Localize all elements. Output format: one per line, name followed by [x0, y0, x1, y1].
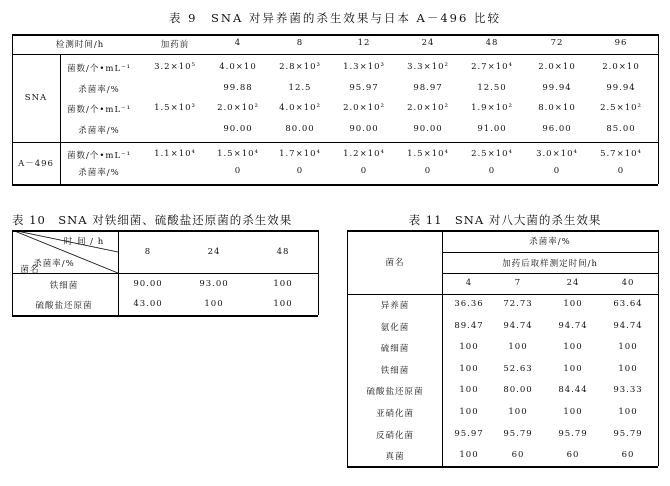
table9-row-label: 菌数/个•mL⁻¹ — [67, 105, 131, 115]
table9-caption: 表 9 SNA 对异养菌的杀生效果与日本 A－496 比较 — [169, 11, 501, 25]
table10-caption: 表 10 SNA 对铁细菌、硫酸盐还原菌的杀生效果 — [12, 213, 293, 227]
table11-value-cell: 100 — [459, 364, 479, 374]
table9-value-cell: 2.0×10 — [538, 62, 576, 72]
table9-value-cell: 85.00 — [606, 124, 636, 134]
table11-header-cell: 7 — [514, 278, 522, 288]
table9-row-label: 杀菌率/% — [78, 85, 120, 95]
table11-bottom-rule — [347, 466, 658, 468]
table9-value-cell: 99.94 — [606, 83, 636, 93]
table9-value-cell: 1.2×10⁴ — [343, 149, 385, 159]
table9-header-cell: 48 — [485, 38, 499, 48]
table11-value-cell: 95.79 — [613, 429, 643, 439]
table11-value-cell: 52.63 — [503, 364, 533, 374]
table11-value-cell: 94.74 — [613, 321, 643, 331]
table11-value-cell: 100 — [563, 364, 583, 374]
table11-header-rule — [347, 294, 658, 295]
table11-value-cell: 94.74 — [558, 321, 588, 331]
table10-row-name: 硫酸盐还原菌 — [35, 301, 93, 311]
table9-value-cell: 0 — [296, 166, 304, 176]
table11-row-name: 真菌 — [385, 452, 405, 462]
table9-value-cell: 95.97 — [349, 83, 379, 93]
table11-row-name: 硫细菌 — [380, 344, 410, 354]
table11-value-cell: 60 — [621, 450, 635, 460]
table11-row-name: 硫酸盐还原菌 — [366, 387, 424, 397]
table11-header-cell: 24 — [566, 278, 580, 288]
table9-header-cell: 加药前 — [160, 40, 190, 50]
table11-value-cell: 100 — [508, 407, 528, 417]
table9-value-cell: 12.5 — [288, 83, 312, 93]
table9-header-cell: 4 — [234, 38, 242, 48]
table11-value-cell: 100 — [618, 364, 638, 374]
table10-value-cell: 100 — [273, 299, 293, 309]
table9-value-cell: 1.9×10² — [471, 103, 513, 113]
table9-header-rule — [12, 54, 658, 55]
table10-header-cell: 24 — [207, 247, 221, 257]
table9-group-rule — [12, 142, 658, 143]
table11-value-cell: 60 — [511, 450, 525, 460]
table11-top-rule — [347, 230, 658, 232]
table9-header-cell: 24 — [421, 38, 435, 48]
table9-value-cell: 91.00 — [477, 124, 507, 134]
table11-value-cell: 80.00 — [503, 385, 533, 395]
table9-value-cell: 2.5×10⁴ — [471, 149, 513, 159]
table9-value-cell: 98.97 — [413, 83, 443, 93]
table9-value-cell: 5.7×10⁴ — [600, 149, 642, 159]
table9-row-label: 菌数/个•mL⁻¹ — [67, 64, 131, 74]
table11-value-cell: 72.73 — [503, 299, 533, 309]
table9-value-cell: 99.88 — [223, 83, 253, 93]
table9-header-cell: 96 — [614, 38, 628, 48]
table9-header-cell: 8 — [296, 38, 304, 48]
table9-value-cell: 1.5×10⁴ — [217, 149, 259, 159]
table10-bottom-rule — [12, 315, 318, 317]
table9-value-cell: 8.0×10 — [538, 103, 576, 113]
table11-value-cell: 100 — [508, 342, 528, 352]
table9-value-cell: 3.2×10⁵ — [154, 62, 196, 72]
table10-corner-time: 时 间 / h — [63, 237, 105, 247]
table11-value-cell: 95.79 — [503, 429, 533, 439]
table9-value-cell: 2.0×10 — [602, 62, 640, 72]
table9-header-cell: 12 — [357, 38, 371, 48]
table9-value-cell: 2.8×10³ — [279, 62, 321, 72]
table11-row-header: 菌名 — [385, 258, 405, 268]
table9-value-cell: 1.5×10⁴ — [407, 149, 449, 159]
table11-value-cell: 89.47 — [454, 321, 484, 331]
table9-value-cell: 80.00 — [285, 124, 315, 134]
table11-header-cell: 40 — [621, 278, 635, 288]
table11-subheader-rule-2 — [442, 273, 658, 274]
table9-value-cell: 2.0×10² — [217, 103, 259, 113]
table9-value-cell: 1.3×10³ — [343, 62, 385, 72]
table10-value-cell: 43.00 — [133, 299, 163, 309]
table9-header-cell: 72 — [550, 38, 564, 48]
table9-group-name: SNA — [24, 93, 48, 103]
table9-value-cell: 90.00 — [349, 124, 379, 134]
table11-row-name: 反硝化菌 — [375, 431, 414, 441]
table11-value-cell: 36.36 — [454, 299, 484, 309]
table9-value-cell: 96.00 — [542, 124, 572, 134]
table11-subheader-rule — [442, 252, 658, 253]
table10-corner-name: 菌名 — [20, 265, 40, 275]
table9-value-cell: 2.5×10² — [600, 103, 642, 113]
table11-value-cell: 100 — [459, 450, 479, 460]
table9-value-cell: 0 — [424, 166, 432, 176]
table9-value-cell: 1.7×10⁴ — [279, 149, 321, 159]
table9-value-cell: 4.0×10² — [279, 103, 321, 113]
table11-row-name: 亚硝化菌 — [375, 409, 414, 419]
table9-value-cell: 90.00 — [413, 124, 443, 134]
table9-row-label: 菌数/个•mL⁻¹ — [67, 151, 131, 161]
table10-value-cell: 90.00 — [133, 279, 163, 289]
table9-value-cell: 2.0×10² — [343, 103, 385, 113]
table10-corner-rate: 杀菌率/% — [33, 259, 75, 269]
table9-value-cell: 2.0×10² — [407, 103, 449, 113]
table11-value-cell: 100 — [563, 342, 583, 352]
table9-value-cell: 3.3×10² — [407, 62, 449, 72]
table11-top-header: 杀菌率/% — [529, 237, 571, 247]
table11-value-cell: 93.33 — [613, 385, 643, 395]
table10-value-cell: 100 — [273, 279, 293, 289]
table11-value-cell: 100 — [563, 299, 583, 309]
table11-caption: 表 11 SNA 对八大菌的杀生效果 — [408, 213, 602, 227]
table11-value-cell: 100 — [459, 407, 479, 417]
table10-row-name: 铁细菌 — [49, 281, 79, 291]
table11-header-cell: 4 — [465, 278, 473, 288]
table9-value-cell: 2.7×10⁴ — [471, 62, 513, 72]
table9-top-rule — [12, 34, 658, 36]
table9-header-cell: 检测时间/h — [55, 40, 105, 50]
table11-row-name: 铁细菌 — [380, 366, 410, 376]
table9-value-cell: 0 — [234, 166, 242, 176]
table9-value-cell: 1.5×10³ — [154, 103, 196, 113]
table9-value-cell: 3.0×10⁴ — [536, 149, 578, 159]
table9-value-cell: 4.0×10 — [219, 62, 257, 72]
table9-row-label: 杀菌率/% — [78, 126, 120, 136]
table9-value-cell: 90.00 — [223, 124, 253, 134]
table11-row-name: 异养菌 — [380, 301, 410, 311]
table9-value-cell: 0 — [617, 166, 625, 176]
table9-bottom-rule — [12, 184, 658, 186]
table11-value-cell: 95.97 — [454, 429, 484, 439]
table9-value-cell: 12.50 — [477, 83, 507, 93]
table10-value-cell: 93.00 — [199, 279, 229, 289]
table11-sub-header: 加药后取样测定时间/h — [502, 259, 598, 269]
table9-value-cell: 0 — [488, 166, 496, 176]
table11-value-cell: 63.64 — [613, 299, 643, 309]
table11-value-cell: 100 — [618, 342, 638, 352]
table11-value-cell: 84.44 — [558, 385, 588, 395]
table11-value-cell: 100 — [618, 407, 638, 417]
table11-value-cell: 60 — [566, 450, 580, 460]
table10-header-cell: 8 — [144, 247, 152, 257]
table9-value-cell: 0 — [360, 166, 368, 176]
table11-row-name: 氨化菌 — [380, 323, 410, 333]
table11-value-cell: 94.74 — [503, 321, 533, 331]
table9-value-cell: 0 — [553, 166, 561, 176]
table11-value-cell: 95.79 — [558, 429, 588, 439]
table9-group-name: A－496 — [18, 159, 54, 169]
table11-value-cell: 100 — [563, 407, 583, 417]
table11-value-cell: 100 — [459, 385, 479, 395]
table9-value-cell: 99.94 — [542, 83, 572, 93]
table9-row-label: 杀菌率/% — [78, 168, 120, 178]
table9-value-cell: 1.1×10⁴ — [154, 149, 196, 159]
table10-header-cell: 48 — [276, 247, 290, 257]
table10-value-cell: 100 — [204, 299, 224, 309]
table11-value-cell: 100 — [459, 342, 479, 352]
